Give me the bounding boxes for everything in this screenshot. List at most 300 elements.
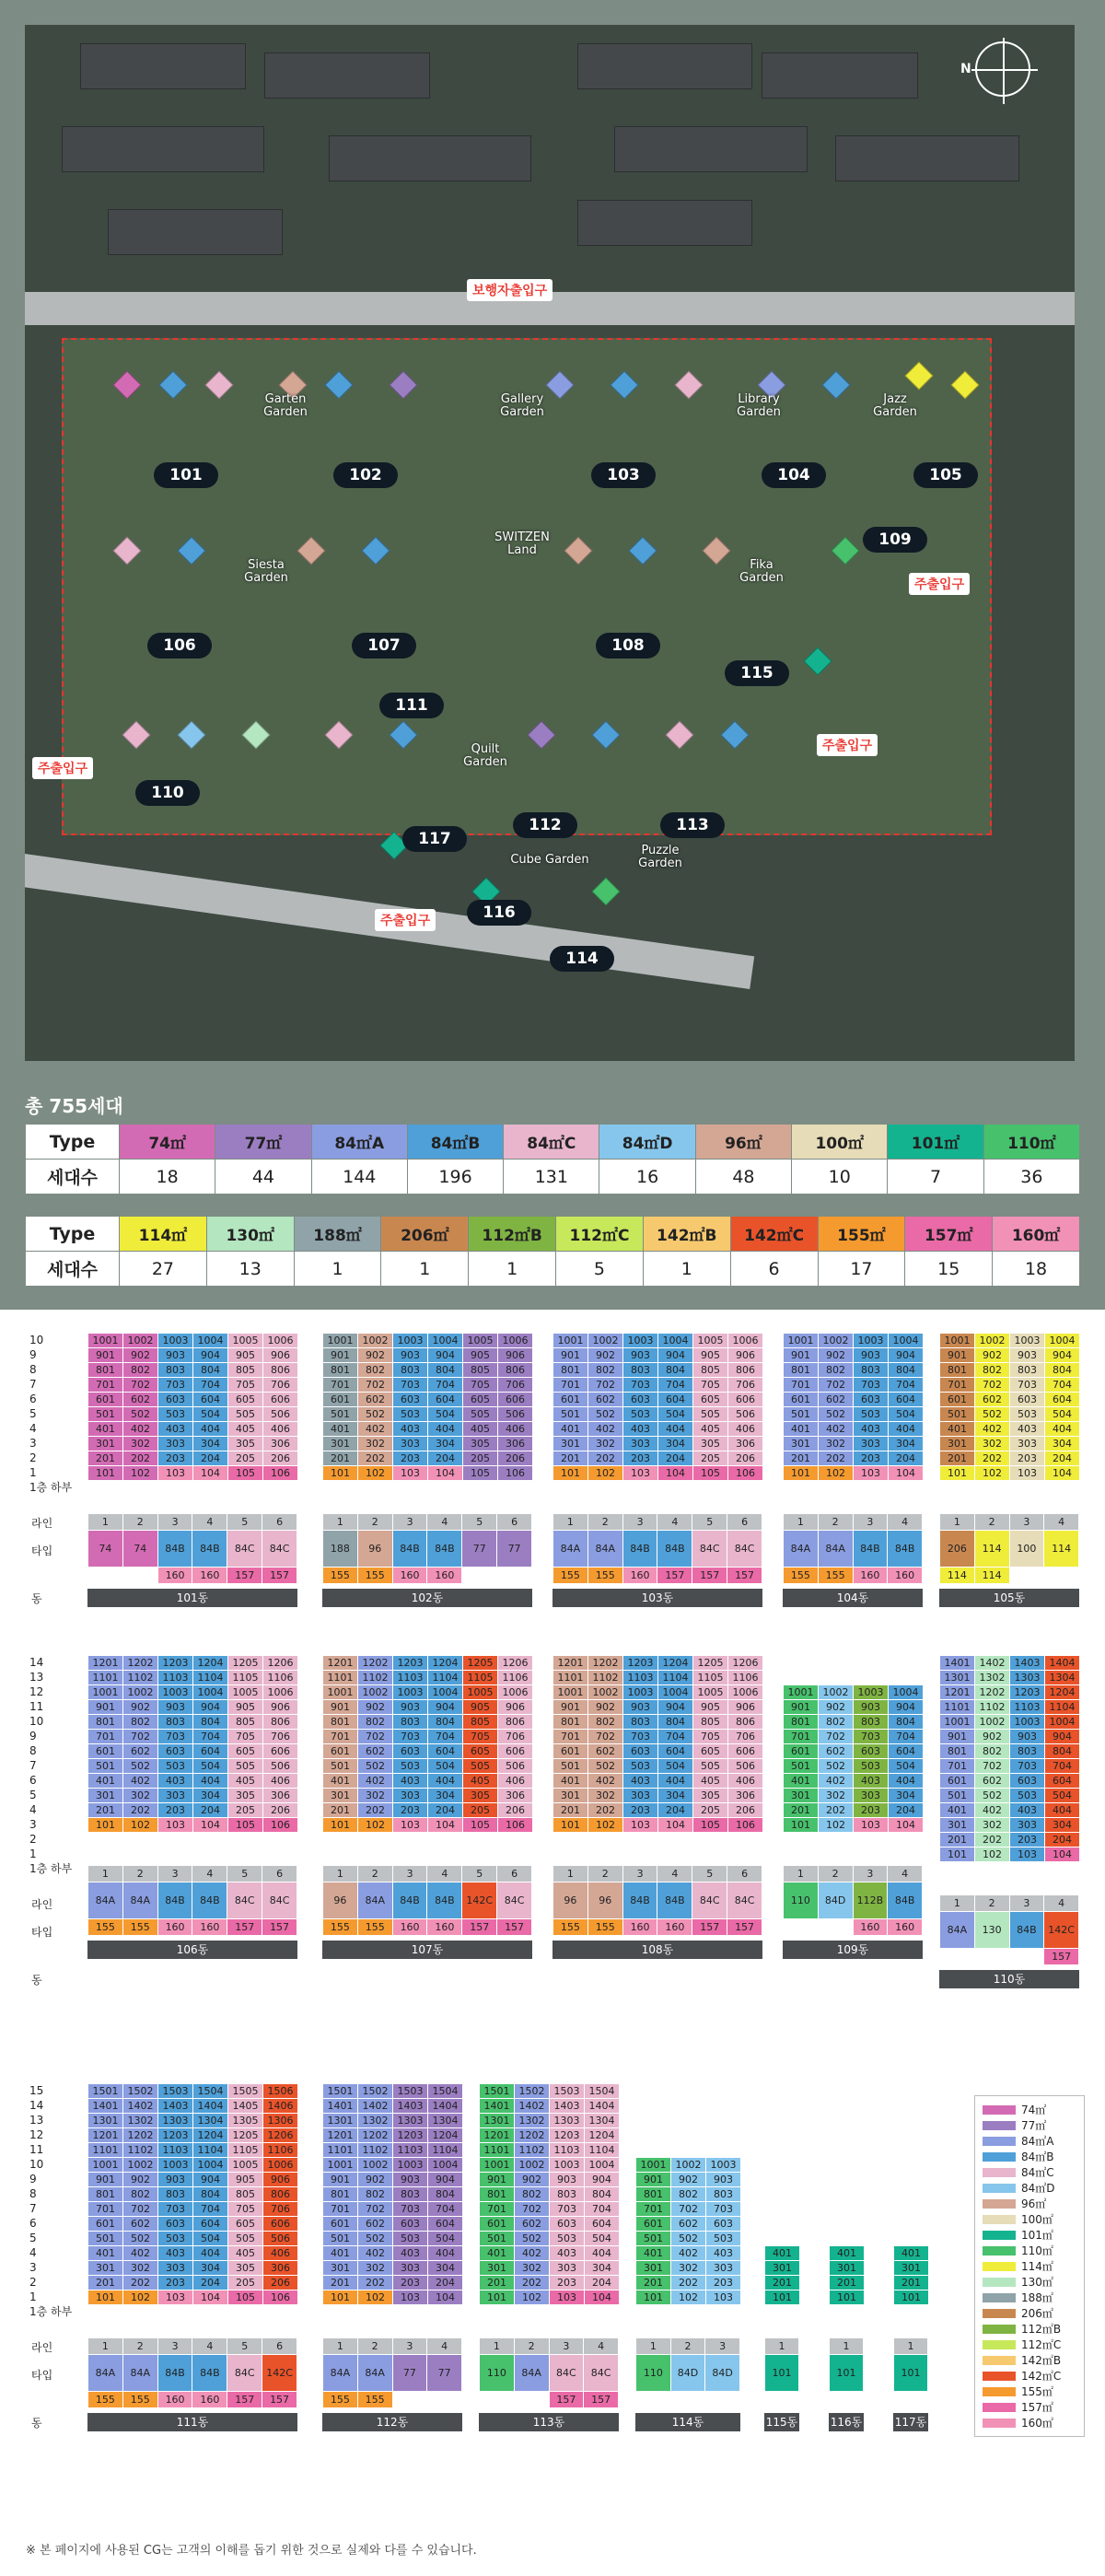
unit-cell	[830, 2232, 865, 2246]
unit-cell: 304	[193, 2261, 228, 2276]
type-cell: 160	[622, 1919, 657, 1936]
unit-cell: 1001	[553, 1334, 588, 1348]
unit-cell: 406	[728, 1422, 763, 1437]
unit-cell	[765, 2217, 800, 2232]
unit-cell: 1202	[588, 1656, 623, 1671]
unit-cell: 1104	[1045, 1700, 1080, 1715]
legend-label: 110㎡	[1021, 2244, 1053, 2257]
type-cell: 157	[692, 1919, 727, 1936]
unit-cell: 302	[358, 1789, 393, 1803]
line-number: 6	[497, 1866, 532, 1882]
type-cell: 155	[323, 1919, 358, 1936]
compass-line	[1003, 38, 1005, 104]
unit-cell: 206	[728, 1451, 763, 1466]
pedestrian-entrance-label: 보행자출입구	[467, 279, 552, 301]
unit-cell	[706, 2305, 741, 2320]
unit-cell: 701	[480, 2202, 515, 2217]
unit-cell: 1003	[706, 2158, 741, 2173]
unit-cell: 305	[228, 1789, 263, 1803]
unit-cell: 701	[940, 1378, 975, 1393]
unit-cell: 802	[358, 1363, 393, 1378]
dong-label-106[interactable]: 106	[147, 633, 212, 659]
unit-cell: 202	[819, 1451, 854, 1466]
unit-cell: 1105	[228, 2143, 263, 2158]
unit-cell: 301	[480, 2261, 515, 2276]
unit-cell: 503	[623, 1759, 658, 1774]
unit-cell: 206	[498, 1803, 533, 1818]
legend-item	[983, 2180, 1076, 2196]
dong-label-108[interactable]: 108	[596, 633, 660, 659]
unit-cell: 901	[553, 1348, 588, 1363]
legend-label: 84㎡B	[1021, 2151, 1054, 2163]
unit-cell: 904	[193, 2173, 228, 2187]
type-name: 142㎡C	[730, 1217, 818, 1252]
unit-cell: 302	[123, 1437, 158, 1451]
unit-cell: 705	[463, 1730, 498, 1744]
type-cell: 155	[88, 1919, 123, 1936]
unit-cell: 102	[588, 1818, 623, 1833]
unit-cell	[975, 1481, 1010, 1496]
unit-cell: 204	[428, 1451, 463, 1466]
building-stack	[635, 2083, 741, 2320]
dong-label-115[interactable]: 115	[725, 660, 789, 686]
unit-cell: 1101	[553, 1671, 588, 1685]
unit-cell: 501	[480, 2232, 515, 2246]
unit-cell: 1105	[228, 1671, 263, 1685]
unit-cell: 1103	[550, 2143, 585, 2158]
dong-label-116[interactable]: 116	[467, 900, 531, 926]
unit-cell: 304	[428, 2261, 463, 2276]
unit-cell: 501	[323, 2232, 358, 2246]
unit-cell: 806	[498, 1363, 533, 1378]
legend-swatch	[983, 2356, 1016, 2365]
unit-cell: 101	[323, 2290, 358, 2305]
dong-label-110[interactable]: 110	[135, 780, 200, 806]
unit-cell: 902	[588, 1348, 623, 1363]
surrounding-building	[108, 209, 283, 255]
unit-cell: 601	[323, 1393, 358, 1407]
unit-cell: 1301	[940, 1671, 975, 1685]
unit-cell: 1004	[193, 1334, 228, 1348]
type-cell: 84D	[818, 1882, 853, 1919]
unit-cell: 801	[636, 2187, 671, 2202]
unit-cell: 1001	[784, 1685, 819, 1700]
unit-cell: 1304	[1045, 1671, 1080, 1685]
dong-label-102[interactable]: 102	[333, 462, 398, 488]
legend-swatch	[983, 2278, 1016, 2287]
unit-cell: 904	[428, 2173, 463, 2187]
unit-cell: 801	[323, 1363, 358, 1378]
unit-cell: 903	[158, 1700, 193, 1715]
unit-cell: 304	[585, 2261, 620, 2276]
unit-cell	[765, 2158, 800, 2173]
unit-cell: 403	[706, 2246, 741, 2261]
legend-swatch	[983, 2246, 1016, 2255]
unit-cell: 303	[854, 1789, 889, 1803]
unit-cell: 305	[693, 1437, 728, 1451]
line-number: 3	[392, 2338, 427, 2355]
unit-cell	[830, 2114, 865, 2128]
line-number: 6	[727, 1866, 762, 1882]
unit-cell: 405	[228, 1422, 263, 1437]
type-cell: 155	[553, 1919, 588, 1936]
unit-cell: 1106	[263, 2143, 298, 2158]
unit-cell: 902	[588, 1700, 623, 1715]
unit-cell: 503	[854, 1759, 889, 1774]
unit-cell: 904	[193, 1348, 228, 1363]
unit-cell: 201	[323, 1803, 358, 1818]
dong-label-117[interactable]: 117	[402, 826, 467, 852]
type-name: 112㎡C	[556, 1217, 644, 1252]
type-cell: 84C	[727, 1882, 762, 1919]
garden-label: Gallery Garden	[500, 392, 544, 419]
unit-cell: 104	[585, 2290, 620, 2305]
type-count: 18	[120, 1160, 215, 1195]
unit-cell: 406	[263, 1774, 298, 1789]
unit-cell: 202	[123, 1803, 158, 1818]
line-number: 1	[323, 1866, 358, 1882]
unit-cell: 704	[1045, 1759, 1080, 1774]
legend-label: 77㎡	[1021, 2119, 1047, 2132]
unit-cell: 303	[1010, 1818, 1045, 1833]
surrounding-building	[614, 126, 808, 172]
unit-cell: 1202	[123, 1656, 158, 1671]
unit-cell: 604	[428, 1744, 463, 1759]
unit-cell: 1204	[193, 1656, 228, 1671]
garden-label: Jazz Garden	[873, 392, 917, 419]
type-cell: 100	[1009, 1531, 1044, 1568]
unit-cell: 1201	[323, 2128, 358, 2143]
unit-cell: 202	[515, 2276, 550, 2290]
unit-cell: 105	[463, 1818, 498, 1833]
floor-number: 6	[29, 1774, 37, 1787]
unit-cell: 402	[123, 2246, 158, 2261]
unit-cell: 904	[428, 1700, 463, 1715]
unit-cell: 606	[498, 1744, 533, 1759]
unit-cell: 1201	[88, 2128, 123, 2143]
unit-cell	[894, 2232, 929, 2246]
unit-cell: 202	[358, 2276, 393, 2290]
unit-cell: 102	[123, 1466, 158, 1481]
unit-cell	[428, 1481, 463, 1496]
garden-label: Fika Garden	[739, 558, 784, 585]
unit-cell: 706	[263, 1730, 298, 1744]
unit-cell: 502	[358, 1407, 393, 1422]
unit-cell: 202	[975, 1451, 1010, 1466]
unit-cell: 601	[480, 2217, 515, 2232]
unit-cell: 801	[940, 1363, 975, 1378]
legend-swatch	[983, 2293, 1016, 2302]
unit-cell: 1205	[463, 1656, 498, 1671]
unit-cell: 603	[623, 1393, 658, 1407]
unit-cell	[498, 1833, 533, 1847]
building-stack	[829, 2083, 865, 2320]
unit-cell: 301	[784, 1437, 819, 1451]
unit-cell: 1004	[428, 2158, 463, 2173]
type-name: 160㎡	[993, 1217, 1080, 1252]
unit-cell: 702	[123, 1378, 158, 1393]
dong-label-103[interactable]: 103	[591, 462, 656, 488]
unit-cell: 805	[693, 1715, 728, 1730]
unit-cell: 403	[158, 1422, 193, 1437]
unit-cell: 601	[88, 2217, 123, 2232]
unit-cell: 402	[123, 1422, 158, 1437]
footnote: ※ 본 페이지에 사용된 CG는 고객의 이해를 돕기 위한 것으로 실제와 다를 수 있습니다.	[26, 2544, 477, 2558]
unit-cell: 705	[228, 1730, 263, 1744]
unit-cell	[636, 2143, 671, 2158]
type-cell: 77	[462, 1531, 497, 1568]
building-info	[939, 1513, 1079, 1584]
unit-cell: 1206	[498, 1656, 533, 1671]
unit-cell: 1204	[658, 1656, 693, 1671]
type-cell: 114	[974, 1531, 1009, 1568]
unit-cell: 204	[428, 2276, 463, 2290]
unit-cell: 404	[889, 1422, 924, 1437]
unit-cell: 1003	[393, 1685, 428, 1700]
unit-cell: 602	[588, 1744, 623, 1759]
unit-cell: 604	[193, 1744, 228, 1759]
unit-cell: 1303	[550, 2114, 585, 2128]
type-count: 48	[695, 1160, 791, 1195]
unit-cell: 102	[588, 1466, 623, 1481]
line-number: 1	[784, 1866, 819, 1882]
unit-cell: 1203	[550, 2128, 585, 2143]
unit-cell: 103	[550, 2290, 585, 2305]
unit-cell: 1502	[515, 2084, 550, 2099]
unit-cell: 804	[889, 1715, 924, 1730]
unit-cell: 1003	[854, 1685, 889, 1700]
line-number: 4	[1044, 1514, 1079, 1531]
unit-cell	[894, 2202, 929, 2217]
unit-cell	[894, 2099, 929, 2114]
unit-cell: 1303	[1010, 1671, 1045, 1685]
unit-cell: 1004	[193, 2158, 228, 2173]
unit-cell: 305	[228, 1437, 263, 1451]
unit-cell: 802	[358, 2187, 393, 2202]
unit-cell: 903	[393, 2173, 428, 2187]
unit-cell: 905	[228, 1348, 263, 1363]
unit-cell: 704	[658, 1730, 693, 1744]
unit-cell: 1304	[193, 2114, 228, 2128]
building-info	[635, 2337, 740, 2408]
unit-cell: 1102	[358, 2143, 393, 2158]
unit-cell: 801	[88, 2187, 123, 2202]
type-name: 84㎡A	[311, 1125, 407, 1160]
main-entrance-label: 주출입구	[375, 909, 436, 931]
unit-cell: 103	[706, 2290, 741, 2305]
line-number: 2	[122, 2338, 157, 2355]
type-cell: 157	[462, 1919, 497, 1936]
unit-cell: 1203	[393, 1656, 428, 1671]
unit-cell: 202	[671, 2276, 706, 2290]
unit-cell: 502	[671, 2232, 706, 2246]
unit-cell: 602	[975, 1393, 1010, 1407]
unit-cell: 703	[158, 1730, 193, 1744]
unit-cell: 1002	[588, 1334, 623, 1348]
type-cell: 160	[427, 1568, 462, 1584]
unit-cell	[894, 2084, 929, 2099]
dong-label-114[interactable]: 114	[550, 946, 614, 972]
line-number: 5	[462, 1866, 497, 1882]
unit-cell: 603	[393, 2217, 428, 2232]
unit-cell: 1102	[975, 1700, 1010, 1715]
dong-label-109[interactable]: 109	[863, 527, 927, 553]
unit-cell: 1001	[480, 2158, 515, 2173]
dong-label-107[interactable]: 107	[352, 633, 416, 659]
dong-label-111[interactable]: 111	[379, 693, 444, 718]
unit-cell: 205	[228, 2276, 263, 2290]
unit-cell: 201	[940, 1451, 975, 1466]
unit-cell	[830, 2084, 865, 2099]
compass-line	[971, 69, 1038, 71]
unit-cell: 701	[784, 1730, 819, 1744]
unit-cell: 505	[228, 2232, 263, 2246]
line-number: 3	[1009, 1514, 1044, 1531]
unit-cell: 405	[693, 1774, 728, 1789]
unit-cell: 705	[228, 1378, 263, 1393]
unit-cell: 501	[88, 1759, 123, 1774]
unit-cell: 101	[894, 2290, 929, 2305]
dong-label-113[interactable]: 113	[660, 812, 725, 838]
unit-cell: 905	[228, 1700, 263, 1715]
surrounding-building	[80, 43, 246, 89]
unit-cell	[693, 1833, 728, 1847]
unit-cell: 504	[428, 2232, 463, 2246]
legend-label: 114㎡	[1021, 2260, 1053, 2273]
type-cell: 84A	[357, 2355, 392, 2392]
unit-cell: 604	[193, 2217, 228, 2232]
unit-cell: 303	[623, 1789, 658, 1803]
unit-cell: 802	[515, 2187, 550, 2202]
unit-cell: 303	[623, 1437, 658, 1451]
type-cell	[830, 2392, 864, 2408]
unit-cell: 601	[553, 1744, 588, 1759]
unit-cell: 1503	[550, 2084, 585, 2099]
unit-cell: 201	[88, 2276, 123, 2290]
unit-cell: 604	[1045, 1774, 1080, 1789]
unit-cell: 703	[158, 2202, 193, 2217]
unit-cell: 1006	[498, 1685, 533, 1700]
floor-number: 11	[29, 1700, 44, 1713]
unit-cell: 202	[975, 1833, 1010, 1847]
line-number: 1	[784, 1514, 819, 1531]
type-name: 101㎡	[888, 1125, 983, 1160]
unit-cell: 703	[623, 1730, 658, 1744]
building-stack	[764, 2083, 800, 2320]
unit-cell	[1010, 1862, 1045, 1877]
unit-cell: 101	[784, 1818, 819, 1833]
unit-cell: 603	[158, 1393, 193, 1407]
type-name: 84㎡B	[407, 1125, 503, 1160]
dong-label-105[interactable]: 105	[913, 462, 978, 488]
unit-cell: 306	[263, 1437, 298, 1451]
unit-cell: 1202	[975, 1685, 1010, 1700]
unit-cell: 602	[358, 1393, 393, 1407]
unit-cell: 902	[358, 1700, 393, 1715]
unit-cell: 401	[894, 2246, 929, 2261]
unit-cell: 506	[728, 1407, 763, 1422]
unit-cell: 703	[158, 1378, 193, 1393]
unit-cell: 804	[193, 2187, 228, 2202]
unit-cell: 903	[393, 1348, 428, 1363]
unit-cell: 902	[358, 1348, 393, 1363]
unit-cell: 403	[158, 1774, 193, 1789]
type-cell: 160	[657, 1919, 692, 1936]
line-number: 4	[888, 1866, 923, 1882]
building-stack	[87, 1333, 298, 1496]
unit-cell: 804	[428, 1715, 463, 1730]
unit-cell: 702	[819, 1378, 854, 1393]
dong-label-104[interactable]: 104	[762, 462, 826, 488]
unit-cell: 301	[553, 1789, 588, 1803]
dong-label-101[interactable]: 101	[154, 462, 218, 488]
unit-cell: 103	[158, 2290, 193, 2305]
unit-cell: 301	[88, 1437, 123, 1451]
unit-cell	[854, 1656, 889, 1671]
unit-cell: 503	[158, 1407, 193, 1422]
unit-cell: 1402	[975, 1656, 1010, 1671]
unit-cell	[323, 1481, 358, 1496]
unit-cell	[784, 1671, 819, 1685]
unit-cell	[830, 2173, 865, 2187]
unit-cell: 1101	[480, 2143, 515, 2158]
type-cell: 84C	[227, 2355, 262, 2392]
unit-cell: 502	[358, 2232, 393, 2246]
legend-item	[983, 2290, 1076, 2305]
unit-cell: 306	[263, 1789, 298, 1803]
unit-cell: 206	[728, 1803, 763, 1818]
unit-cell: 1404	[1045, 1656, 1080, 1671]
dong-label-112[interactable]: 112	[513, 812, 577, 838]
unit-cell: 505	[463, 1759, 498, 1774]
type-cell: 112B	[853, 1882, 888, 1919]
unit-cell	[553, 1833, 588, 1847]
unit-cell: 502	[123, 1407, 158, 1422]
unit-cell: 1501	[323, 2084, 358, 2099]
unit-cell: 702	[358, 1730, 393, 1744]
unit-cell: 1001	[636, 2158, 671, 2173]
legend-label: 74㎡	[1021, 2104, 1047, 2116]
unit-cell: 204	[193, 1803, 228, 1818]
unit-cell: 404	[193, 1774, 228, 1789]
dong-name-bar: 106동	[87, 1941, 297, 1959]
unit-cell: 503	[706, 2232, 741, 2246]
unit-cell: 1404	[428, 2099, 463, 2114]
tower	[591, 877, 620, 905]
type-name: 110㎡	[983, 1125, 1079, 1160]
unit-cell: 1001	[88, 1334, 123, 1348]
line-number: 5	[692, 1514, 727, 1531]
unit-cell: 704	[428, 2202, 463, 2217]
unit-cell: 704	[193, 2202, 228, 2217]
unit-cell: 404	[428, 1774, 463, 1789]
line-number: 1	[765, 2338, 799, 2355]
floor-number: 12	[29, 2128, 44, 2141]
garden-label: Garten Garden	[263, 392, 308, 419]
unit-cell	[706, 2114, 741, 2128]
type-cell: 84C	[227, 1531, 262, 1568]
type-name: 130㎡	[206, 1217, 294, 1252]
type-cell: 110	[480, 2355, 515, 2392]
unit-cell: 501	[553, 1759, 588, 1774]
line-number: 4	[192, 1514, 227, 1531]
unit-cell: 1204	[428, 1656, 463, 1671]
type-name: 74㎡	[120, 1125, 215, 1160]
unit-cell: 203	[158, 1803, 193, 1818]
unit-cell: 1303	[158, 2114, 193, 2128]
unit-cell	[636, 2114, 671, 2128]
dong-name-bar: 113동	[479, 2413, 619, 2431]
